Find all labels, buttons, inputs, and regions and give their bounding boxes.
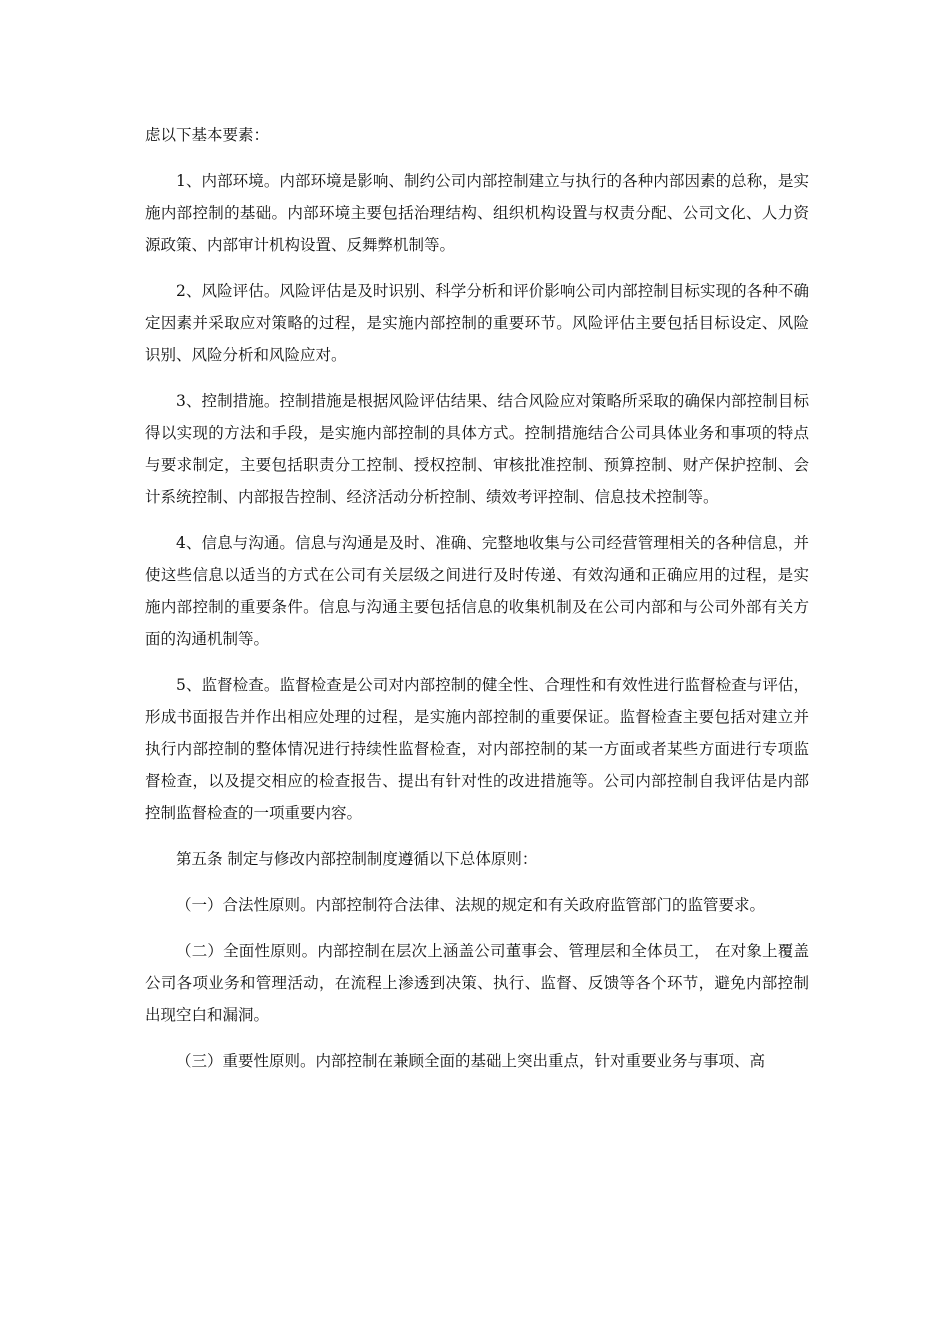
paragraph-internal-environment: 1、内部环境。内部环境是影响、制约公司内部控制建立与执行的各种内部因素的总称，是实施内部控制的基础。内部环境主要包括治理结构、组织机构设置与权责分配、公司文化、人力资源政策、内部审计机构设置、反舞弊机制等。 — [145, 172, 809, 254]
paragraph-continuation: 虑以下基本要素： — [145, 126, 270, 144]
paragraph-risk-assessment: 2、风险评估。风险评估是及时识别、科学分析和评价影响公司内部控制目标实现的各种不确定因素并采取应对策略的过程，是实施内部控制的重要环节。风险评估主要包括目标设定、风险识别、风险分析和风险应对。 — [145, 282, 809, 364]
paragraph-control-measures: 3、控制措施。控制措施是根据风险评估结果、结合风险应对策略所采取的确保内部控制目标得以实现的方法和手段，是实施内部控制的具体方式。控制措施结合公司具体业务和事项的特点与要求制定，主要包括职责分工控制、授权控制、审核批准控制、预算控制、财产保护控制、会计系统控制、内部报告控制、经济活动分析控制、绩效考评控制、信息技术控制等。 — [145, 392, 809, 506]
paragraph-supervision-inspection: 5、监督检查。监督检查是公司对内部控制的健全性、合理性和有效性进行监督检查与评估，形成书面报告并作出相应处理的过程，是实施内部控制的重要保证。监督检查主要包括对建立并执行内部控制的整体情况进行持续性监督检查，对内部控制的某一方面或者某些方面进行专项监督检查，以及提交相应的检查报告、提出有针对性的改进措施等。公司内部控制自我评估是内部控制监督检查的一项重要内容。 — [145, 676, 809, 822]
paragraph-comprehensiveness-principle: （二）全面性原则。内部控制在层次上涵盖公司董事会、管理层和全体员工， 在对象上覆盖公司各项业务和管理活动，在流程上渗透到决策、执行、监督、反馈等各个环节，避免内部控制出现空白和漏洞。 — [145, 942, 809, 1024]
paragraph-information-communication: 4、信息与沟通。信息与沟通是及时、准确、完整地收集与公司经营管理相关的各种信息，并使这些信息以适当的方式在公司有关层级之间进行及时传递、有效沟通和正确应用的过程，是实施内部控制的重要条件。信息与沟通主要包括信息的收集机制及在公司内部和与公司外部有关方面的沟通机制等。 — [145, 534, 809, 648]
document-body — [145, 119, 809, 1091]
paragraph-legality-principle: （一）合法性原则。内部控制符合法律、法规的规定和有关政府监管部门的监管要求。 — [176, 896, 766, 914]
paragraph-article-five: 第五条 制定与修改内部控制制度遵循以下总体原则： — [176, 850, 538, 868]
paragraph-importance-principle: （三）重要性原则。内部控制在兼顾全面的基础上突出重点，针对重要业务与事项、高 — [176, 1052, 766, 1070]
